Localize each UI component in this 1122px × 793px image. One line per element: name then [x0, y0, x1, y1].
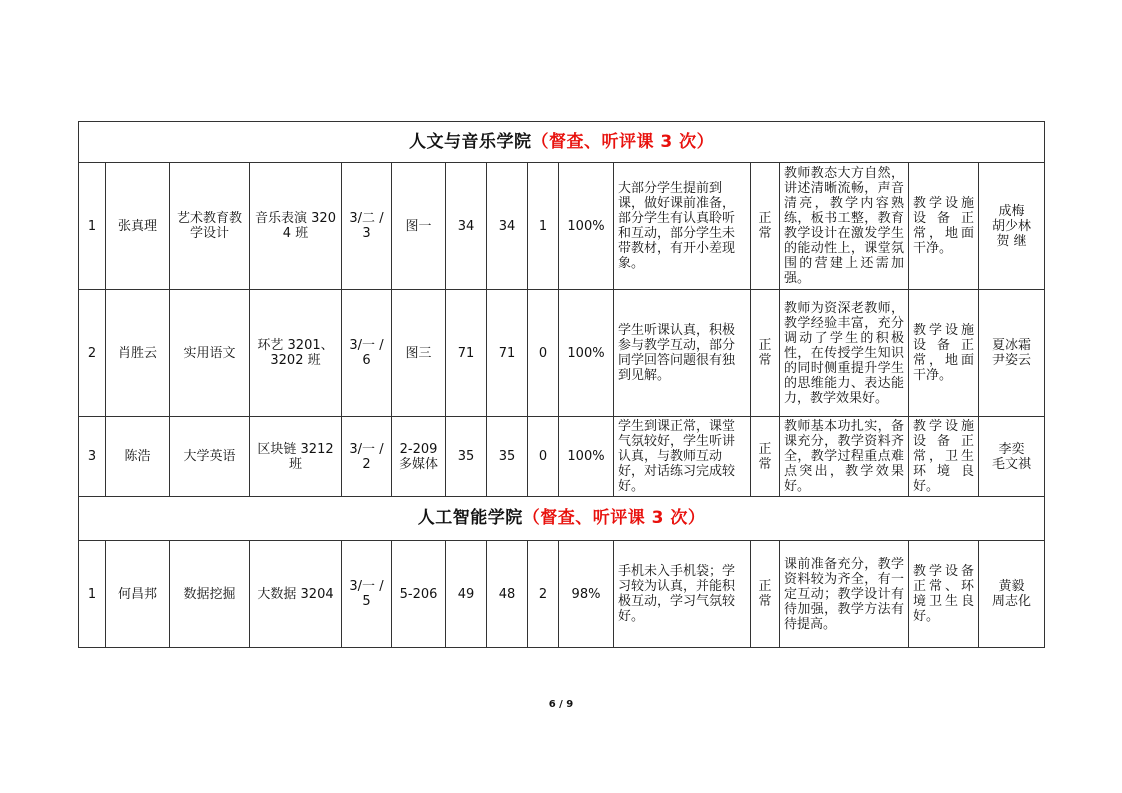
inspector-names [979, 163, 1045, 290]
teacher-name: 肖胜云 [106, 290, 170, 417]
facility-status: 教学设施设备正常，卫生环境良好。 [909, 417, 979, 497]
inspector-names [979, 290, 1045, 417]
expected-count: 49 [446, 541, 487, 648]
actual-count: 35 [487, 417, 528, 497]
section-note: （督查、听评课 3 次） [522, 508, 706, 528]
expected-count: 34 [446, 163, 487, 290]
teaching-order: 正常 [751, 163, 780, 290]
class-time: 3/一 /6 [342, 290, 392, 417]
section-title: 人文与音乐学院 [408, 131, 532, 152]
teaching-order: 正常 [751, 417, 780, 497]
class-time: 3/一 /5 [342, 541, 392, 648]
classroom: 5-206 [392, 541, 446, 648]
teaching-evaluation: 教师为资深老教师，教学经验丰富，充分调动了学生的积极性，在传授学生知识的同时侧重提升学生的思维能力、表达能力，教学效果好。 [780, 290, 909, 417]
actual-count: 71 [487, 290, 528, 417]
row-number: 2 [79, 290, 106, 417]
teacher-name: 张真理 [106, 163, 170, 290]
section-title-cell [79, 497, 1045, 541]
class-time: 3/二 /3 [342, 163, 392, 290]
table-row [79, 541, 1045, 648]
table-row [79, 163, 1045, 290]
inspector-names [979, 417, 1045, 497]
course-name: 数据挖掘 [170, 541, 250, 648]
teaching-evaluation: 课前准备充分，教学资料较为齐全，有一定互动；教学设计有待加强，教学方法有待提高。 [780, 541, 909, 648]
teacher-name: 陈浩 [106, 417, 170, 497]
facility-status: 教学设施设备正常，地面干净。 [909, 163, 979, 290]
inspector-name: 夏冰霜 [992, 338, 1032, 353]
inspector-name: 成梅 [998, 203, 1025, 219]
absent-count: 2 [528, 541, 559, 648]
teaching-evaluation: 教师基本功扎实，备课充分，教学资料齐全，教学过程重点难点突出，教学效果好。 [780, 417, 909, 497]
class-name: 大数据 3204 [250, 541, 342, 648]
section-title: 人工智能学院 [417, 508, 523, 528]
section-header [79, 497, 1045, 541]
row-number: 1 [79, 541, 106, 648]
class-name: 音乐表演 3204 班 [250, 163, 342, 290]
class-time: 3/一 /2 [342, 417, 392, 497]
student-evaluation: 学生听课认真，积极参与教学互动，部分同学回答问题很有独到见解。 [614, 290, 751, 417]
absent-count: 0 [528, 417, 559, 497]
page-number: 6 / 9 [548, 699, 574, 710]
section-title-cell [79, 122, 1045, 163]
attendance-rate: 100% [559, 163, 614, 290]
teaching-order: 正常 [751, 541, 780, 648]
student-evaluation: 学生到课正常，课堂气氛较好，学生听讲认真，与教师互动好，对话练习完成较好。 [614, 417, 751, 497]
course-name: 实用语文 [170, 290, 250, 417]
expected-count: 35 [446, 417, 487, 497]
row-number: 3 [79, 417, 106, 497]
inspector-name: 黄毅 [998, 579, 1025, 594]
attendance-rate: 100% [559, 417, 614, 497]
section-header [79, 122, 1045, 163]
absent-count: 0 [528, 290, 559, 417]
teaching-order: 正常 [751, 290, 780, 417]
inspector-name: 贺 继 [996, 233, 1027, 249]
classroom: 2-209 多媒体 [392, 417, 446, 497]
classroom: 图一 [392, 163, 446, 290]
actual-count: 34 [487, 163, 528, 290]
teacher-name: 何昌邦 [106, 541, 170, 648]
inspector-name: 毛文祺 [992, 456, 1032, 472]
course-name: 艺术教育教学设计 [170, 163, 250, 290]
teaching-evaluation: 教师教态大方自然，讲述清晰流畅，声音清亮，教学内容熟练，板书工整，教育教学设计在激发学生的能动性上，课堂氛围的营建上还需加强。 [780, 163, 909, 290]
table-row [79, 290, 1045, 417]
student-evaluation: 大部分学生提前到课，做好课前准备，部分学生有认真聆听和互动，部分学生未带教材，有开小差现象。 [614, 163, 751, 290]
inspector-name: 周志化 [992, 594, 1032, 609]
course-name: 大学英语 [170, 417, 250, 497]
facility-status: 教学设施设备正常，地面干净。 [909, 290, 979, 417]
actual-count: 48 [487, 541, 528, 648]
inspector-names [979, 541, 1045, 648]
absent-count: 1 [528, 163, 559, 290]
section-note: （督查、听评课 3 次） [531, 131, 715, 152]
expected-count: 71 [446, 290, 487, 417]
student-evaluation: 手机未入手机袋；学习较为认真，并能积极互动，学习气氛较好。 [614, 541, 751, 648]
inspector-name: 尹姿云 [992, 353, 1032, 368]
class-name: 区块链 3212 班 [250, 417, 342, 497]
inspector-name: 李奕 [998, 441, 1025, 457]
row-number: 1 [79, 163, 106, 290]
attendance-rate: 98% [559, 541, 614, 648]
inspection-table [78, 121, 1045, 648]
inspector-name: 胡少林 [992, 218, 1032, 234]
classroom: 图三 [392, 290, 446, 417]
facility-status: 教学设备正常、环境卫生良好。 [909, 541, 979, 648]
class-name: 环艺 3201、3202 班 [250, 290, 342, 417]
table-row [79, 417, 1045, 497]
attendance-rate: 100% [559, 290, 614, 417]
